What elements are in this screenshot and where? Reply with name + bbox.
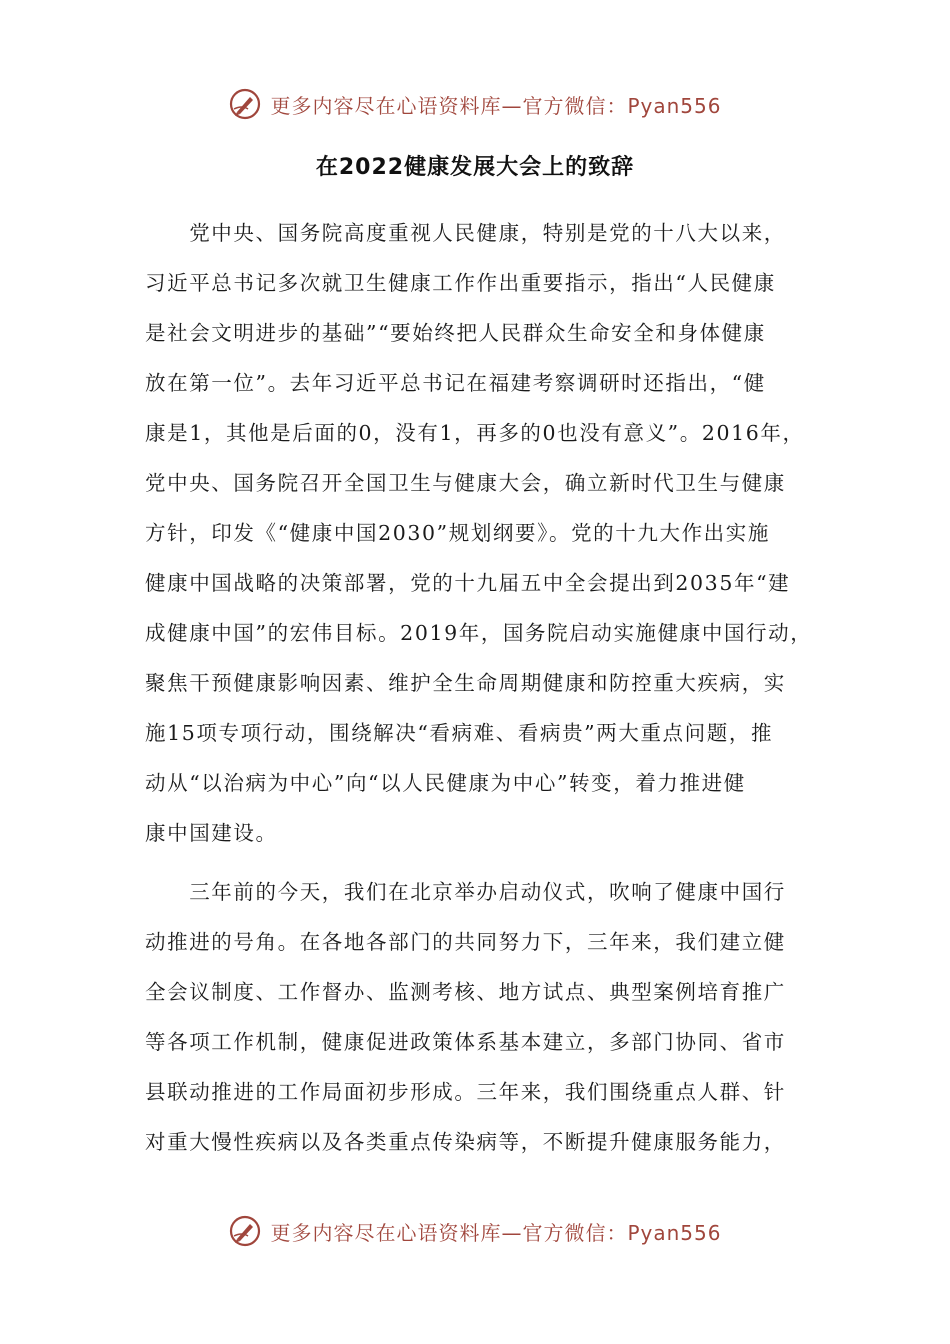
pen-logo-icon [228,87,262,121]
text-line: 动推进的号角。在各地各部门的共同努力下，三年来，我们建立健 [145,930,786,954]
text-line: 党中央、国务院高度重视人民健康，特别是党的十八大以来， [145,221,786,245]
text-line: 动从“以治病为中心”向“以人民健康为中心”转变，着力推进健 [145,771,746,795]
text-line: 健康中国战略的决策部署，党的十九届五中全会提出到2035年“建 [145,571,791,595]
text-line: 三年前的今天，我们在北京举办启动仪式，吹响了健康中国行 [145,880,786,904]
text-line: 施15项专项行动，围绕解决“看病难、看病贵”两大重点问题，推 [145,721,774,745]
text-line: 成健康中国”的宏伟目标。2019年，国务院启动实施健康中国行动， [145,621,813,645]
text-line: 聚焦干预健康影响因素、维护全生命周期健康和防控重大疾病，实 [145,671,786,695]
footer-banner [0,1211,950,1251]
text-line: 康是1，其他是后面的0，没有1，再多的0也没有意义”。2016年， [145,421,805,445]
document-title: 在2022健康发展大会上的致辞 [315,155,635,180]
text-line: 对重大慢性疾病以及各类重点传染病等，不断提升健康服务能力， [145,1130,786,1154]
text-line: 党中央、国务院召开全国卫生与健康大会，确立新时代卫生与健康 [145,471,786,495]
text-line: 康中国建设。 [145,821,278,845]
header-banner [0,84,950,124]
text-line: 方针，印发《“健康中国2030”规划纲要》。党的十九大作出实施 [145,521,770,545]
text-line: 县联动推进的工作局面初步形成。三年来，我们围绕重点人群、针 [145,1080,786,1104]
paragraph [145,208,813,858]
text-line: 放在第一位”。去年习近平总书记在福建考察调研时还指出，“健 [145,371,766,395]
text-line: 是社会文明进步的基础”“要始终把人民群众生命安全和身体健康 [145,321,766,345]
text-line: 习近平总书记多次就卫生健康工作作出重要指示，指出“人民健康 [145,271,776,295]
banner-text: 更多内容尽在心语资料库—官方微信：Pyan556 [270,93,722,118]
banner-text: 更多内容尽在心语资料库—官方微信：Pyan556 [270,1220,722,1245]
text-line: 等各项工作机制，健康促进政策体系基本建立，多部门协同、省市 [145,1030,786,1054]
paragraph [145,867,805,1167]
text-line: 全会议制度、工作督办、监测考核、地方试点、典型案例培育推广 [145,980,786,1004]
pen-logo-icon [228,1214,262,1248]
